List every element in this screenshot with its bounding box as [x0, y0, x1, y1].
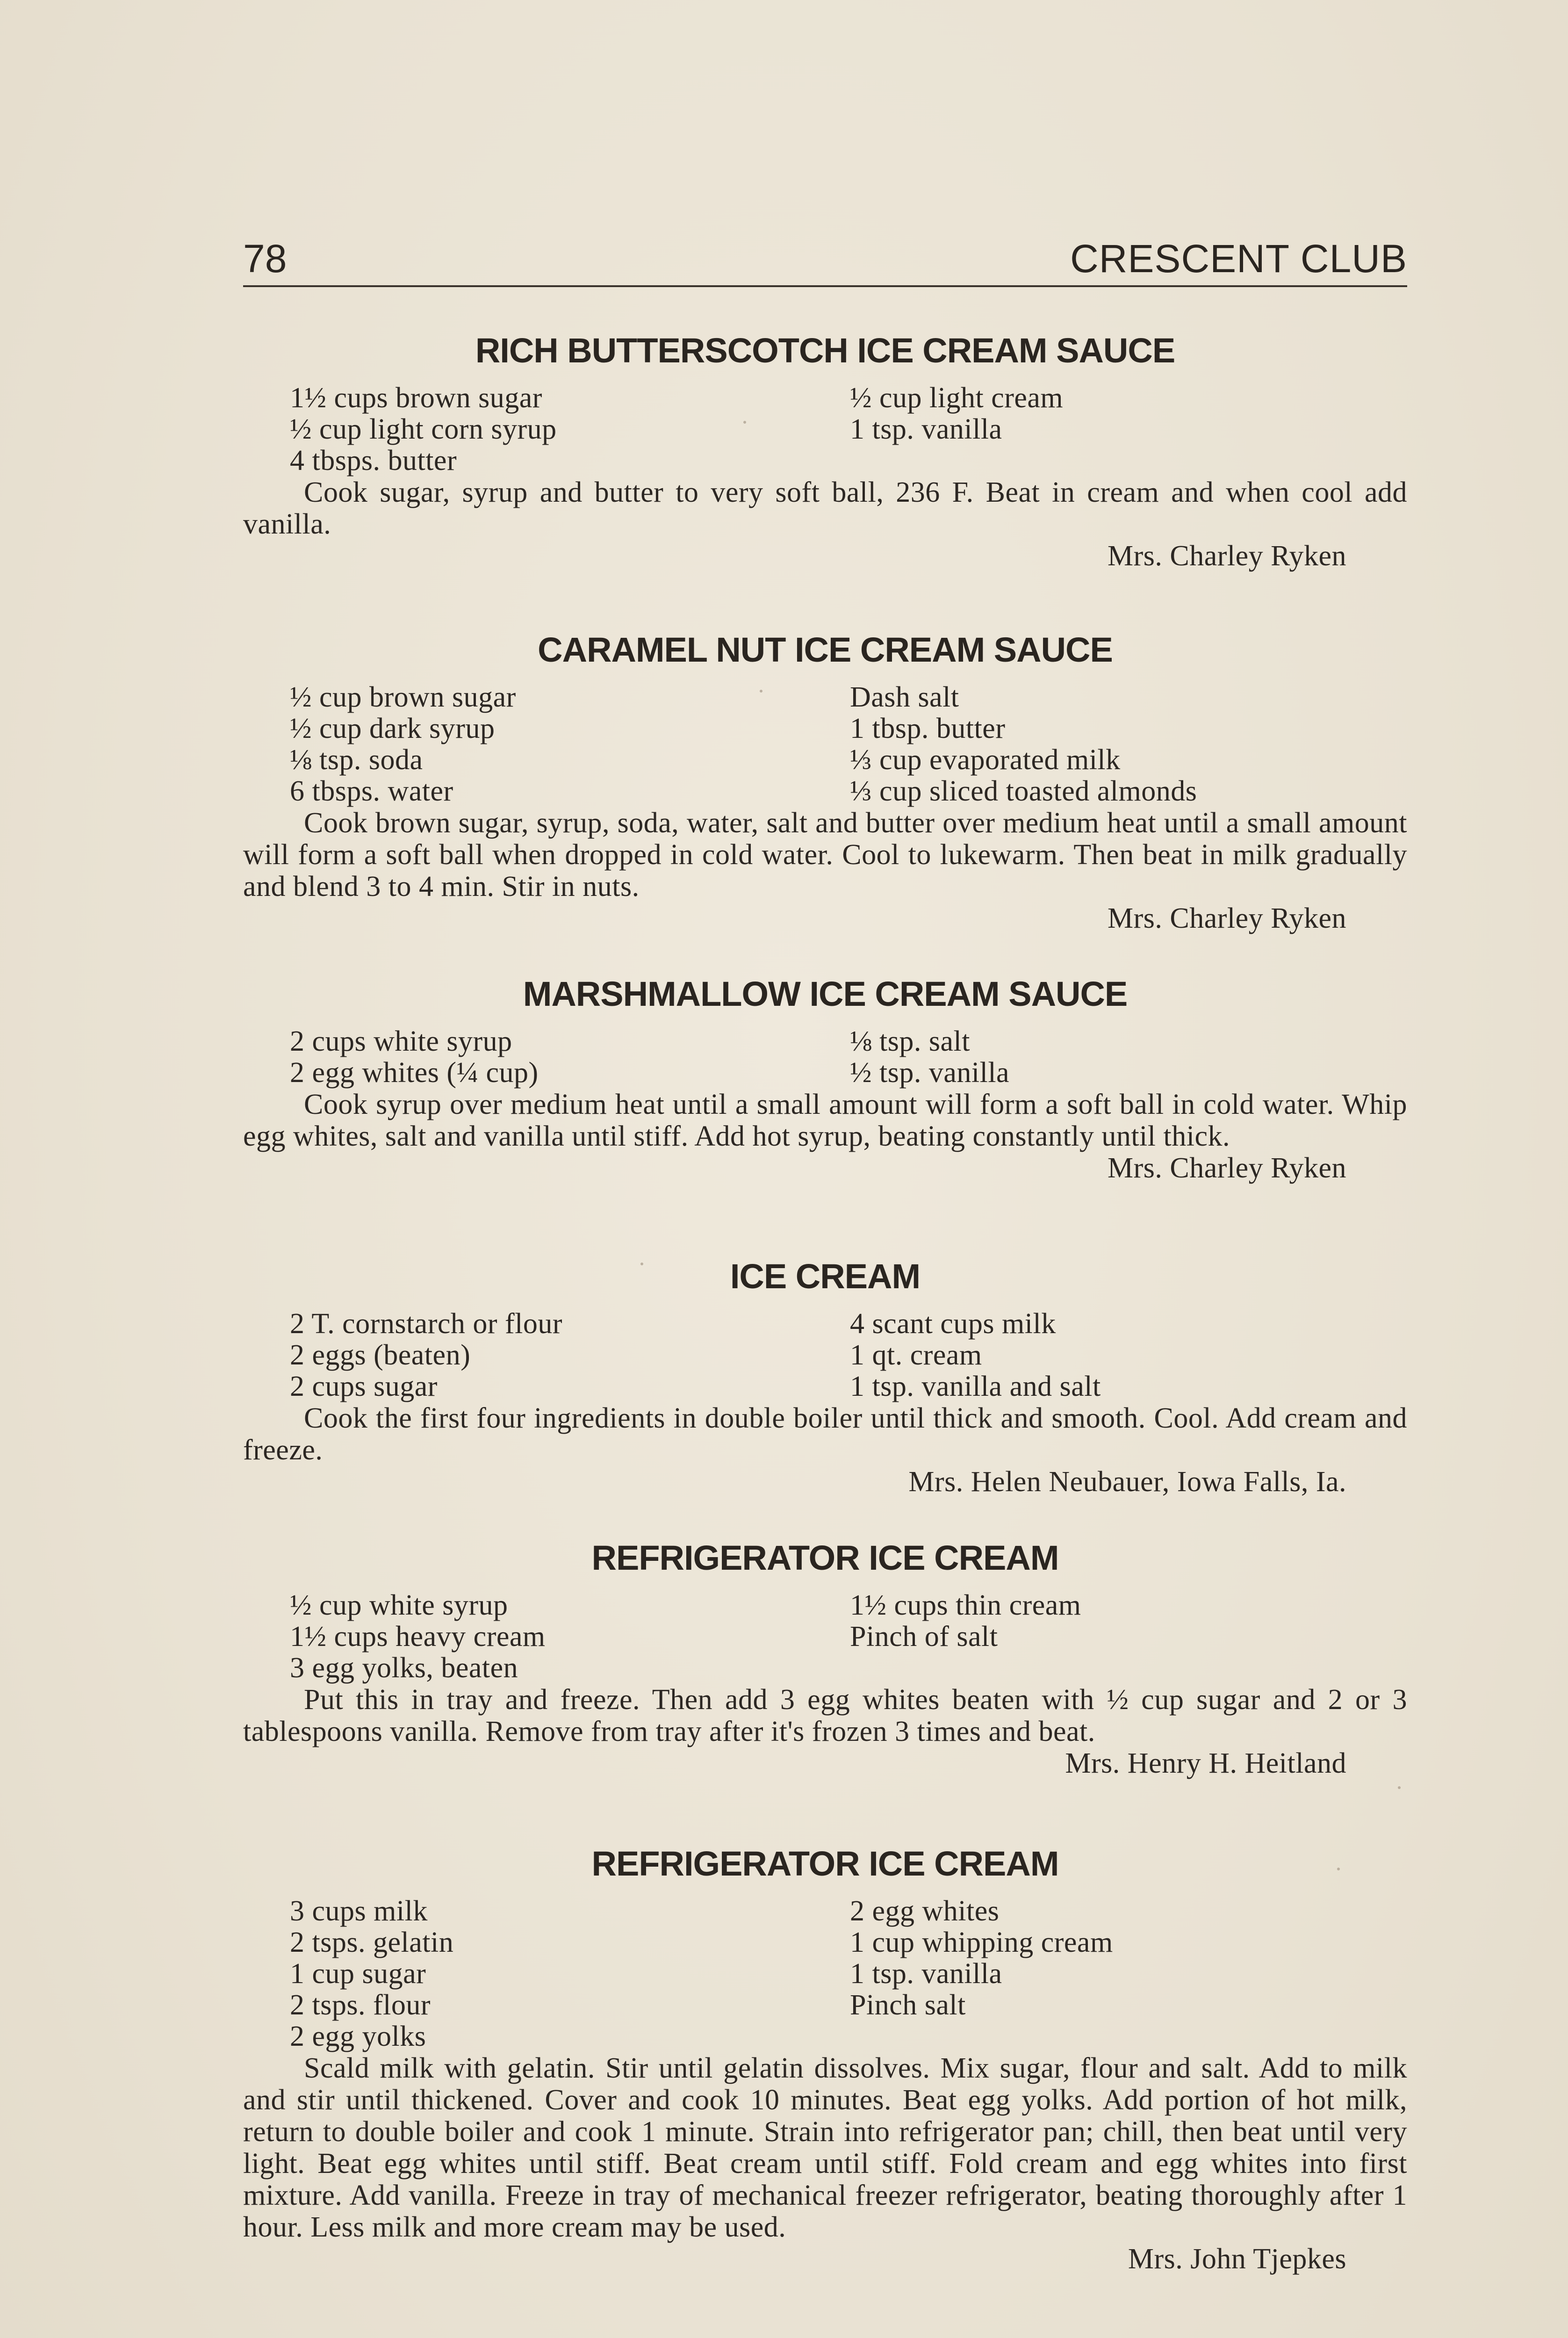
- ingredient-row: [243, 1896, 1407, 1927]
- recipe-method: Cook the first four ingredients in double boiler until thick and smooth. Cool. Add cream and freeze.: [243, 1402, 1407, 1466]
- ingredient: 6 tbsps. water: [290, 775, 453, 807]
- ingredient: 2 egg whites (¼ cup): [290, 1057, 539, 1089]
- recipe-title: MARSHMALLOW ICE CREAM SAUCE: [523, 974, 1128, 1013]
- paper-speck: [1337, 1868, 1340, 1870]
- ingredient: ½ cup light cream: [850, 382, 1064, 414]
- recipe-title: ICE CREAM: [730, 1257, 921, 1296]
- recipe-author: Mrs. Henry H. Heitland: [1065, 1747, 1346, 1779]
- recipe-method: Cook brown sugar, syrup, soda, water, salt and butter over medium heat until a small amount will form a soft ball when dropped in cold water. Cool to lukewarm. Then beat in milk gradually and blend 3 to 4 min. Stir in nuts.: [243, 807, 1407, 902]
- ingredient: ½ cup dark syrup: [290, 713, 495, 744]
- running-title: CRESCENT CLUB: [1070, 237, 1407, 281]
- page-header: [243, 234, 1407, 287]
- ingredient-row: [243, 1927, 1407, 1958]
- ingredient: 1 tsp. vanilla: [850, 413, 1002, 445]
- ingredient: 1 cup whipping cream: [850, 1927, 1113, 1958]
- ingredient-row: [243, 2021, 1407, 2052]
- ingredient: 2 tsps. flour: [290, 1989, 431, 2021]
- ingredient-row: [243, 1308, 1407, 1340]
- recipe-author: Mrs. Charley Ryken: [1107, 1152, 1346, 1184]
- recipe: [243, 1253, 1407, 1498]
- ingredient: Pinch of salt: [850, 1621, 998, 1652]
- recipe-author: Mrs. Charley Ryken: [1107, 540, 1346, 572]
- paper-speck: [640, 1263, 643, 1265]
- ingredient: ½ cup brown sugar: [290, 681, 516, 713]
- ingredient-row: [243, 1621, 1407, 1652]
- paper-speck: [760, 690, 762, 693]
- ingredient: ⅓ cup evaporated milk: [850, 744, 1121, 776]
- recipe-title: REFRIGERATOR ICE CREAM: [591, 1844, 1059, 1883]
- ingredient: 2 cups sugar: [290, 1371, 438, 1402]
- ingredient-row: [243, 1057, 1407, 1089]
- paper-speck: [1398, 1786, 1401, 1789]
- ingredient: Dash salt: [850, 681, 959, 713]
- recipe-title: RICH BUTTERSCOTCH ICE CREAM SAUCE: [475, 331, 1175, 370]
- ingredient-row: [243, 382, 1407, 414]
- recipe: [243, 327, 1407, 572]
- ingredient: ⅛ tsp. salt: [850, 1025, 970, 1057]
- ingredient-list: [243, 1590, 1407, 1684]
- ingredient-row: [243, 682, 1407, 713]
- ingredient-row: [243, 1652, 1407, 1684]
- recipe: [243, 627, 1407, 934]
- recipe-method: Cook sugar, syrup and butter to very soft ball, 236 F. Beat in cream and when cool add vanilla.: [243, 476, 1407, 540]
- ingredient: 2 eggs (beaten): [290, 1339, 471, 1371]
- ingredient: Pinch salt: [850, 1989, 966, 2021]
- ingredient: 1½ cups heavy cream: [290, 1621, 546, 1652]
- recipe: [243, 1535, 1407, 1779]
- recipe: [243, 971, 1407, 1184]
- ingredient: 1 tsp. vanilla: [850, 1958, 1002, 1990]
- ingredient: 2 tsps. gelatin: [290, 1927, 454, 1958]
- ingredient: 1 tsp. vanilla and salt: [850, 1371, 1101, 1402]
- ingredient: ½ cup light corn syrup: [290, 413, 557, 445]
- ingredient: 4 tbsps. butter: [290, 445, 457, 476]
- ingredient-list: [243, 682, 1407, 807]
- ingredient: 3 egg yolks, beaten: [290, 1652, 518, 1684]
- ingredient-row: [243, 1371, 1407, 1402]
- ingredient-list: [243, 1026, 1407, 1089]
- ingredient: 2 cups white syrup: [290, 1025, 512, 1057]
- ingredient-row: [243, 1590, 1407, 1621]
- ingredient: 1½ cups brown sugar: [290, 382, 542, 414]
- ingredient-list: [243, 1896, 1407, 2052]
- ingredient-row: [243, 414, 1407, 445]
- recipe-title: REFRIGERATOR ICE CREAM: [591, 1538, 1059, 1577]
- recipe-title: CARAMEL NUT ICE CREAM SAUCE: [538, 630, 1113, 669]
- ingredient: 4 scant cups milk: [850, 1308, 1056, 1340]
- ingredient: 1 cup sugar: [290, 1958, 426, 1990]
- ingredient-row: [243, 1990, 1407, 2021]
- page-number: 78: [243, 237, 287, 281]
- ingredient: ½ cup white syrup: [290, 1589, 508, 1621]
- recipe-author: Mrs. Helen Neubauer, Iowa Falls, Ia.: [908, 1466, 1346, 1498]
- ingredient: 1 qt. cream: [850, 1339, 982, 1371]
- recipe-author: Mrs. Charley Ryken: [1107, 902, 1346, 934]
- ingredient: 1 tbsp. butter: [850, 713, 1006, 744]
- ingredient-row: [243, 445, 1407, 476]
- recipe-method: Put this in tray and freeze. Then add 3 egg whites beaten with ½ cup sugar and 2 or 3 tablespoons vanilla. Remove from tray after it's frozen 3 times and beat.: [243, 1684, 1407, 1747]
- ingredient-row: [243, 1958, 1407, 1990]
- ingredient: 2 egg whites: [850, 1895, 1000, 1927]
- ingredient: 2 T. cornstarch or flour: [290, 1308, 563, 1340]
- ingredient-list: [243, 382, 1407, 476]
- ingredient: ⅛ tsp. soda: [290, 744, 423, 776]
- recipe-method: Cook syrup over medium heat until a small amount will form a soft ball in cold water. Whip egg whites, salt and vanilla until stiff. Add hot syrup, beating constantly until thick.: [243, 1089, 1407, 1152]
- ingredient-row: [243, 776, 1407, 807]
- ingredient: 1½ cups thin cream: [850, 1589, 1081, 1621]
- ingredient: ⅓ cup sliced toasted almonds: [850, 775, 1197, 807]
- ingredient: 2 egg yolks: [290, 2020, 426, 2052]
- recipe-author: Mrs. John Tjepkes: [1128, 2243, 1346, 2275]
- recipe: [243, 1840, 1407, 2275]
- ingredient-row: [243, 713, 1407, 744]
- ingredient: ½ tsp. vanilla: [850, 1057, 1010, 1089]
- ingredient: 3 cups milk: [290, 1895, 428, 1927]
- ingredient-row: [243, 1026, 1407, 1057]
- ingredient-row: [243, 1340, 1407, 1371]
- ingredient-list: [243, 1308, 1407, 1402]
- recipe-method: Scald milk with gelatin. Stir until gelatin dissolves. Mix sugar, flour and salt. Add to milk and stir until thickened. Cover and cook 10 minutes. Beat egg yolks. Add portion of hot milk, return to double boiler and cook 1 minute. Strain into refrigerator pan; chill, then beat until very light. Beat egg whites until stiff. Beat cream until stiff. Fold cream and egg whites into first mixture. Add vanilla. Freeze in tray of mechanical freezer refrigerator, beating thoroughly after 1 hour. Less milk and more cream may be used.: [243, 2052, 1407, 2243]
- ingredient-row: [243, 744, 1407, 776]
- paper-speck: [743, 421, 746, 424]
